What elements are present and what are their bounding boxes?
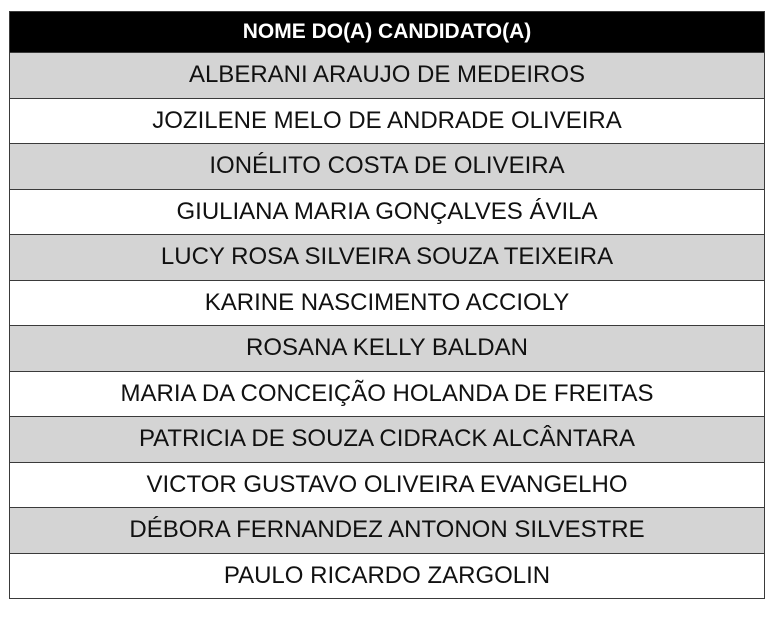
table-row — [10, 189, 765, 235]
column-header-candidate-name: NOME DO(A) CANDIDATO(A) — [10, 12, 765, 53]
table-row — [10, 508, 765, 554]
candidate-name-cell: PAULO RICARDO ZARGOLIN — [10, 553, 765, 599]
table-row — [10, 371, 765, 417]
candidate-name-cell: ROSANA KELLY BALDAN — [10, 326, 765, 372]
candidate-name-cell: ALBERANI ARAUJO DE MEDEIROS — [10, 53, 765, 99]
table-row — [10, 53, 765, 99]
candidate-name-cell: IONÉLITO COSTA DE OLIVEIRA — [10, 144, 765, 190]
candidate-name-cell: PATRICIA DE SOUZA CIDRACK ALCÂNTARA — [10, 417, 765, 463]
candidate-name-cell: KARINE NASCIMENTO ACCIOLY — [10, 280, 765, 326]
table-row — [10, 553, 765, 599]
candidates-table-container — [9, 11, 765, 599]
candidate-name-cell: JOZILENE MELO DE ANDRADE OLIVEIRA — [10, 98, 765, 144]
table-row — [10, 417, 765, 463]
table-row — [10, 280, 765, 326]
candidate-name-cell: GIULIANA MARIA GONÇALVES ÁVILA — [10, 189, 765, 235]
table-header-row — [10, 12, 765, 53]
candidate-name-cell: MARIA DA CONCEIÇÃO HOLANDA DE FREITAS — [10, 371, 765, 417]
candidates-table — [9, 11, 765, 599]
candidate-name-cell: LUCY ROSA SILVEIRA SOUZA TEIXEIRA — [10, 235, 765, 281]
table-row — [10, 462, 765, 508]
table-row — [10, 98, 765, 144]
table-row — [10, 326, 765, 372]
candidate-name-cell: DÉBORA FERNANDEZ ANTONON SILVESTRE — [10, 508, 765, 554]
candidate-name-cell: VICTOR GUSTAVO OLIVEIRA EVANGELHO — [10, 462, 765, 508]
table-row — [10, 144, 765, 190]
table-row — [10, 235, 765, 281]
